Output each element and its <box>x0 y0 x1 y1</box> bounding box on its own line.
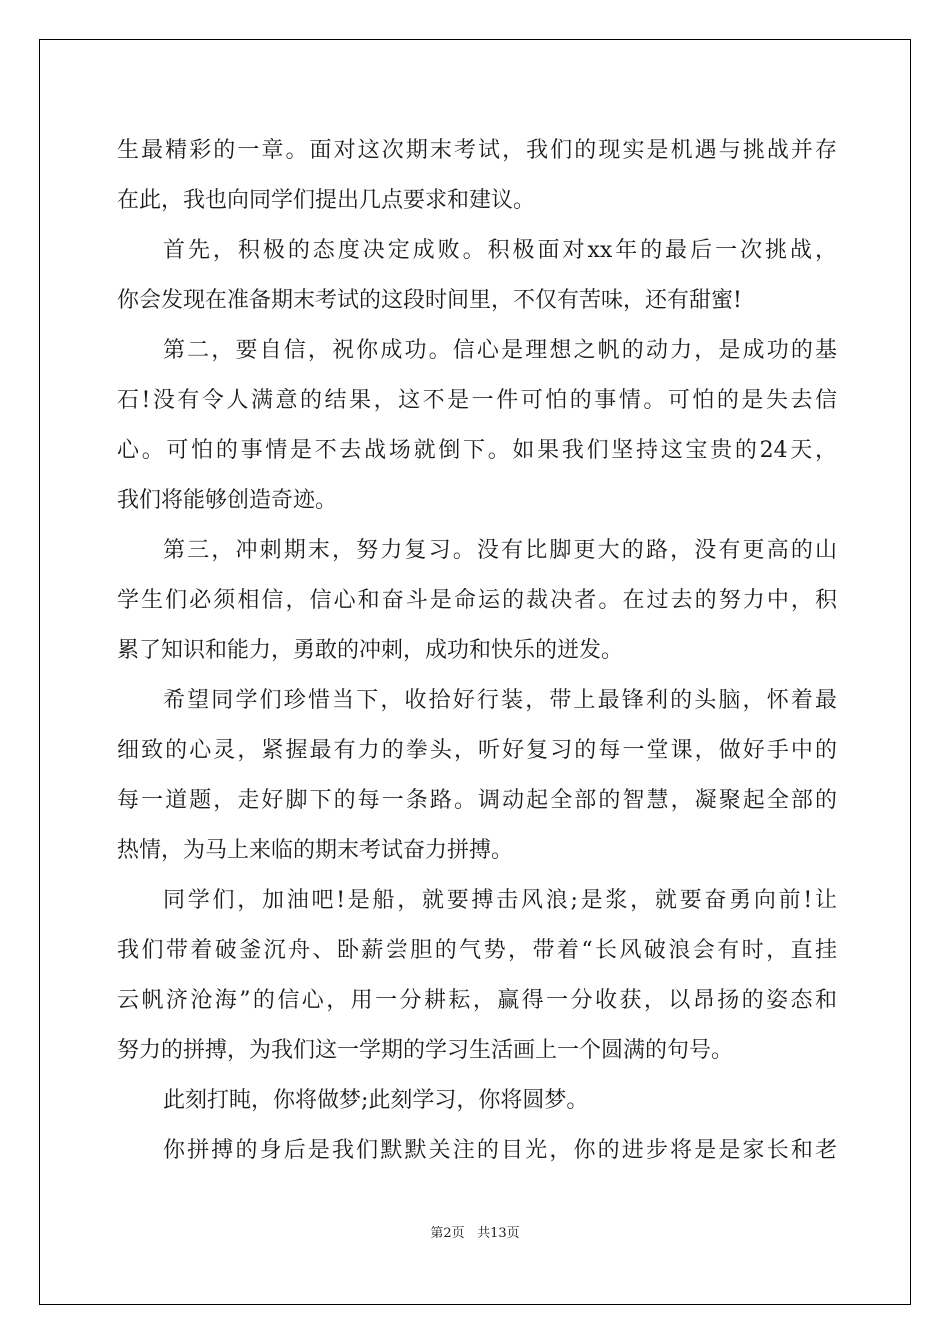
page-footer <box>0 1222 950 1241</box>
text-line: 你会发现在准备期末考试的这段时间里，不仅有苦味，还有甜蜜! <box>117 288 742 313</box>
text-line: 我们带着破釜沉舟、卧薪尝胆的气势，带着“长风破浪会有时，直挂 <box>117 938 837 963</box>
paragraph-first-line: 同学们，加油吧!是船，就要搏击风浪;是浆，就要奋勇向前!让 <box>163 888 837 913</box>
text-line: 石!没有令人满意的结果，这不是一件可怕的事情。可怕的是失去信 <box>117 388 837 413</box>
paragraph-first-line: 希望同学们珍惜当下，收拾好行装，带上最锋利的头脑，怀着最 <box>163 688 837 713</box>
text-line: 细致的心灵，紧握最有力的拳头，听好复习的每一堂课，做好手中的 <box>117 738 837 763</box>
paragraph-first-line: 第三，冲刺期末，努力复习。没有比脚更大的路，没有更高的山 <box>163 538 837 563</box>
paragraph-first-line: 第二，要自信，祝你成功。信心是理想之帆的动力，是成功的基 <box>163 338 837 363</box>
text-line: 生最精彩的一章。面对这次期末考试，我们的现实是机遇与挑战并存 <box>117 138 837 163</box>
document-body <box>117 126 837 1176</box>
text-line: 云帆济沧海”的信心，用一分耕耘，赢得一分收获，以昂扬的姿态和 <box>117 988 837 1013</box>
page-total: 共13页 <box>477 1226 520 1241</box>
paragraph-first-line: 你拼搏的身后是我们默默关注的目光，你的进步将是是家长和老 <box>163 1138 837 1163</box>
text-line: 努力的拼搏，为我们这一学期的学习生活画上一个圆满的句号。 <box>117 1038 734 1063</box>
text-line: 我们将能够创造奇迹。 <box>117 488 338 513</box>
text-line: 累了知识和能力，勇敢的冲刺，成功和快乐的迸发。 <box>117 638 624 663</box>
text-line: 心。可怕的事情是不去战场就倒下。如果我们坚持这宝贵的24天， <box>117 438 837 463</box>
paragraph-first-line: 首先，积极的态度决定成败。积极面对xx年的最后一次挑战， <box>163 238 837 263</box>
text-line: 学生们必须相信，信心和奋斗是命运的裁决者。在过去的努力中，积 <box>117 588 837 613</box>
paragraph-first-line: 此刻打盹，你将做梦;此刻学习，你将圆梦。 <box>163 1088 589 1113</box>
text-line: 在此，我也向同学们提出几点要求和建议。 <box>117 188 536 213</box>
text-line: 每一道题，走好脚下的每一条路。调动起全部的智慧，凝聚起全部的 <box>117 788 837 813</box>
page-number: 第2页 <box>430 1226 465 1241</box>
text-line: 热情，为马上来临的期末考试奋力拼搏。 <box>117 838 514 863</box>
